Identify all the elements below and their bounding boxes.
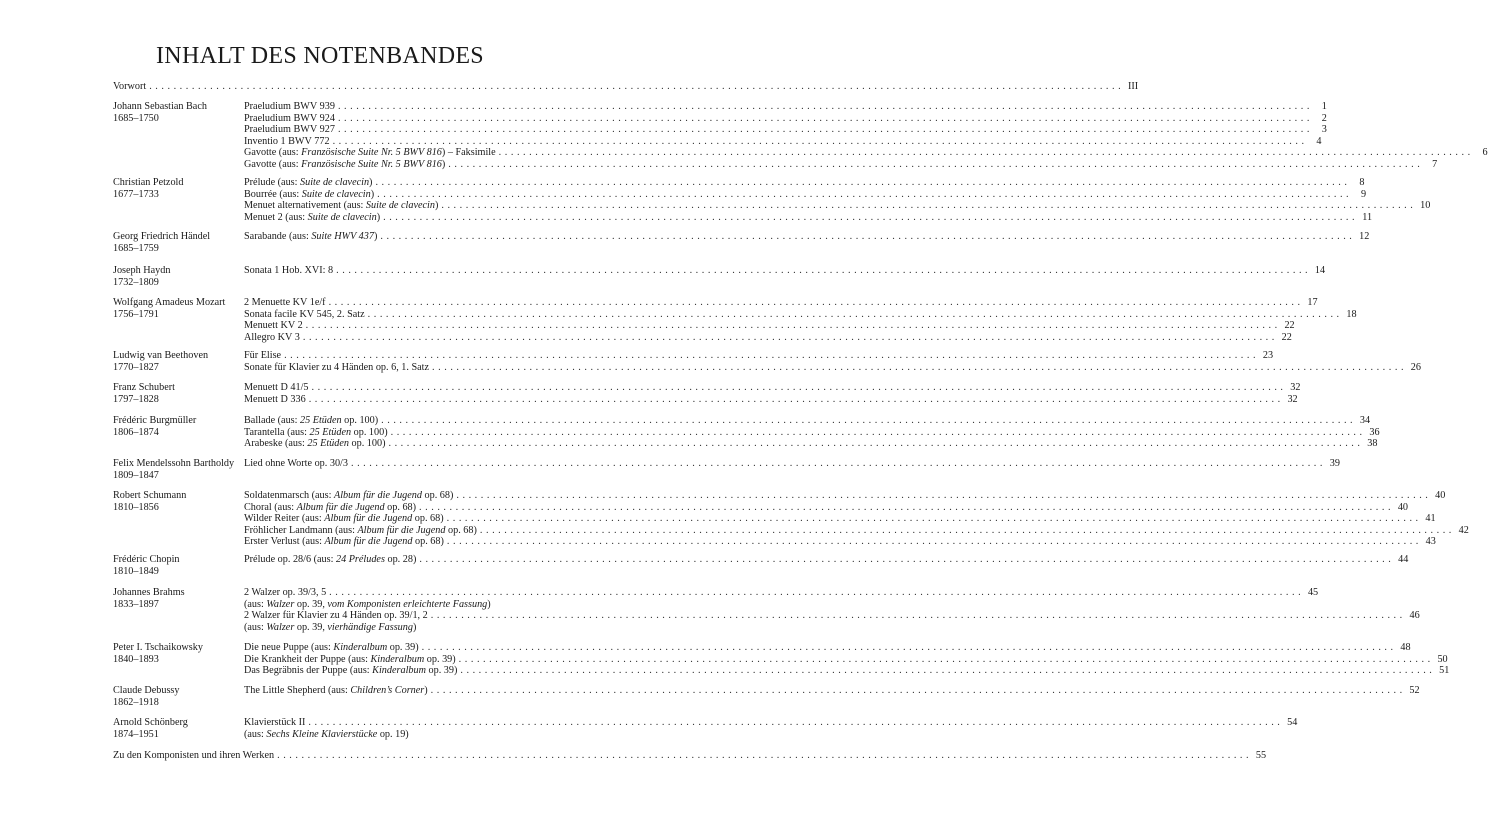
dot-leader: . . . . . . . . . . . . . . . . . . . . . . . . . . . . . . . . . . . . . . . . . . . . . . . . . . . . . . . . . . . . . . . . . . . . . . . . . . . . . . . . . . . . . . . . . . . . . . . . . . . . . . . . . . . . . . . . . . . . . . . . . . . . . . . . . . . . . . . . . . . . . . . . . . . . . . . . . . . . . . . . <box>329 587 1302 598</box>
composer-years: 1874–1951 <box>113 729 159 740</box>
toc-entry <box>244 231 1370 243</box>
entry-title <box>244 297 326 309</box>
entry-text: ) <box>373 231 378 242</box>
composer-name: Georg Friedrich Händel <box>113 231 211 242</box>
composer <box>113 685 241 709</box>
entry-text-italic: 25 Etüden <box>307 438 349 450</box>
entry-text: op. 68) <box>412 536 444 548</box>
toc-entry <box>244 135 1322 148</box>
entry-title <box>244 147 496 159</box>
composer-name: Ludwig van Beethoven <box>113 350 209 361</box>
dot-leader: . . . . . . . . . . . . . . . . . . . . . . . . . . . . . . . . . . . . . . . . . . . . . . . . . . . . . . . . . . . . . . . . . . . . . . . . . . . . . . . . . . . . . . . . . . . . . . . . . . . . . . . . . . . . . . . . . . . . . . . . . . . . . . . . . . . . . . . . . . . . . . . . . . . . . . . . . . . . . . . . <box>430 610 1403 622</box>
composer-name: Felix Mendelssohn Bartholdy <box>113 458 235 469</box>
composer <box>113 642 241 666</box>
composer-years: 1810–1856 <box>113 502 159 513</box>
entry-title <box>244 587 326 599</box>
entry-text-italic: vom Komponisten erleichterte Fassung <box>327 598 488 610</box>
page-number: 41 <box>1425 513 1436 525</box>
composer-name: Franz Schubert <box>113 382 175 393</box>
toc-entry <box>244 124 1327 136</box>
entry-title <box>244 332 300 344</box>
page-number: 22 <box>1284 320 1295 332</box>
dot-leader: . . . . . . . . . . . . . . . . . . . . . . . . . . . . . . . . . . . . . . . . . . . . . . . . . . . . . . . . . . . . . . . . . . . . . . . . . . . . . . . . . . . . . . . . . . . . . . . . . . . . . . . . . . . . . . . . . . . . . . . . . . . . . . . . . . . . . . . . . . . . . . . . . . . . . . . . . . . . . . . . <box>367 308 1340 320</box>
composer-name: Christian Petzold <box>113 177 184 188</box>
composer-name: Johann Sebastian Bach <box>113 101 207 112</box>
entry-title <box>244 159 445 171</box>
dot-leader: . . . . . . . . . . . . . . . . . . . . . . . . . . . . . . . . . . . . . . . . . . . . . . . . . . . . . . . . . . . . . . . . . . . . . . . . . . . . . . . . . . . . . . . . . . . . . . . . . . . . . . . . . . . . . . . . . . . . . . . . . . . . . . . . . . . . . . . . . . . . . . . . . . . . . . . . . . . . . . . . <box>375 177 1348 188</box>
entry-title <box>244 231 377 243</box>
entry-text-italic: Sechs Kleine Klavierstücke <box>266 728 378 740</box>
entry-text-italic: Suite de clavecin <box>300 177 370 188</box>
entry-text-italic: Album für die Jugend <box>357 524 446 536</box>
toc-entry <box>244 382 1301 394</box>
page-number: 3 <box>1321 124 1327 136</box>
entry-subline <box>244 622 534 634</box>
dot-leader: . . . . . . . . . . . . . . . . . . . . . . . . . . . . . . . . . . . . . . . . . . . . . . . . . . . . . . . . . . . . . . . . . . . . . . . . . . . . . . . . . . . . . . . . . . . . . . . . . . . . . . . . . . . . . . . . . . . . . . . . . . . . . . . . . . . . . . . . . . . . . . . . . . . . . . . . . . . . . . . . <box>308 717 1281 728</box>
page-number: 17 <box>1307 297 1318 308</box>
dot-leader: . . . . . . . . . . . . . . . . . . . . . . . . . . . . . . . . . . . . . . . . . . . . . . . . . . . . . . . . . . . . . . . . . . . . . . . . . . . . . . . . . . . . . . . . . . . . . . . . . . . . . . . . . . . . . . . . . . . . . . . . . . . . . . . . . . . . . . . . . . . . . . . . . . . . . . . . . . . . . . . . <box>305 320 1278 332</box>
entry-title <box>244 212 380 224</box>
composer-years: 1810–1849 <box>113 566 159 577</box>
toc-entry <box>244 642 1411 654</box>
page-number: 36 <box>1369 426 1380 438</box>
entry-text-italic: Album für die Jugend <box>324 536 413 548</box>
composer-years: 1806–1874 <box>113 427 159 438</box>
entry-text: ) <box>424 685 428 696</box>
dot-leader: . . . . . . . . . . . . . . . . . . . . . . . . . . . . . . . . . . . . . . . . . . . . . . . . . . . . . . . . . . . . . . . . . . . . . . . . . . . . . . . . . . . . . . . . . . . . . . . . . . . . . . . . . . . . . . . . . . . . . . . . . . . . . . . . . . . . . . . . . . . . . . . . . . . . . . . . . . . . . . . . <box>479 524 1452 536</box>
dot-leader: . . . . . . . . . . . . . . . . . . . . . . . . . . . . . . . . . . . . . . . . . . . . . . . . . . . . . . . . . . . . . . . . . . . . . . . . . . . . . . . . . . . . . . . . . . . . . . . . . . . . . . . . . . . . . . . . . . . . . . . . . . . . . . . . . . . . . . . . . . . . . . . . . . . . . . . . . . . . . . . . <box>350 458 1323 469</box>
page-number: 2 <box>1321 112 1327 124</box>
entry-text: Wilder Reiter (aus: <box>244 513 325 525</box>
dot-leader: . . . . . . . . . . . . . . . . . . . . . . . . . . . . . . . . . . . . . . . . . . . . . . . . . . . . . . . . . . . . . . . . . . . . . . . . . . . . . . . . . . . . . . . . . . . . . . . . . . . . . . . . . . . . . . . . . . . . . . . . . . . . . . . . . . . . . . . . . . . . . . . . . . . . . . . . . . . . . . . . <box>337 112 1310 124</box>
entry-text: 2 Walzer für Klavier zu 4 Händen op. 39/1, 2 <box>244 610 428 622</box>
toc-entry <box>244 415 1371 427</box>
entry-text: op. 39) <box>387 642 419 653</box>
composer-years: 1756–1791 <box>113 309 159 320</box>
entry-text-italic: 24 Préludes <box>335 554 385 565</box>
entry-title <box>244 350 281 362</box>
entry-text: op. 39, <box>294 598 328 610</box>
composer-name: Claude Debussy <box>113 685 180 696</box>
entry-title <box>244 427 388 439</box>
entry-text: Die Krankheit der Puppe (aus: <box>244 653 371 665</box>
toc-entry <box>244 265 1326 277</box>
entry-title <box>244 101 335 113</box>
entry-text-italic: Französische Suite Nr. 5 BWV 816 <box>301 159 442 170</box>
composer-years: 1833–1897 <box>113 599 159 610</box>
entry-text: op. 39) <box>424 653 456 665</box>
toc-entry <box>244 490 1446 502</box>
composer-name: Robert Schumann <box>113 490 187 501</box>
dot-leader: . . . . . . . . . . . . . . . . . . . . . . . . . . . . . . . . . . . . . . . . . . . . . . . . . . . . . . . . . . . . . . . . . . . . . . . . . . . . . . . . . . . . . . . . . . . . . . . . . . . . . . . . . . . . . . . . . . . . . . . . . . . . . . . . . . . . . . . . . . . . . . . . . . . . . . . . . . . . . . . . <box>390 426 1363 438</box>
entry-title <box>244 490 453 502</box>
dot-leader: . . . . . . . . . . . . . . . . . . . . . . . . . . . . . . . . . . . . . . . . . . . . . . . . . . . . . . . . . . . . . . . . . . . . . . . . . . . . . . . . . . . . . . . . . . . . . . . . . . . . . . . . . . . . . . . . . . . . . . . . . . . . . . . . . . . . . . . . . . . . . . . . . . . . . . . . . . . . . . . . <box>336 265 1309 276</box>
toc-entry <box>244 587 1319 599</box>
entry-text: Menuett D 336 <box>244 393 306 405</box>
entry-text: Praeludium BWV 939 <box>244 101 335 112</box>
entry-text: Arabeske (aus: <box>244 438 308 450</box>
dot-leader: . . . . . . . . . . . . . . . . . . . . . . . . . . . . . . . . . . . . . . . . . . . . . . . . . . . . . . . . . . . . . . . . . . . . . . . . . . . . . . . . . . . . . . . . . . . . . . . . . . . . . . . . . . . . . . . . . . . . . . . . . . . . . . . . . . . . . . . . . . . . . . . . . . . . . . . . . . . . . . . . <box>498 147 1471 159</box>
entry-title <box>244 513 444 525</box>
page-number: 55 <box>1255 750 1267 761</box>
page-number: 8 <box>1359 177 1365 188</box>
entry-text: (aus: <box>244 728 267 740</box>
composer <box>113 490 241 514</box>
entry-text: op. 68) <box>384 501 417 513</box>
entry-text: Sonata 1 Hob. XVI: 8 <box>244 265 334 276</box>
entry-title <box>244 309 365 321</box>
entry-text: op. 100) <box>351 426 388 438</box>
entry-title <box>244 177 372 189</box>
dot-leader: . . . . . . . . . . . . . . . . . . . . . . . . . . . . . . . . . . . . . . . . . . . . . . . . . . . . . . . . . . . . . . . . . . . . . . . . . . . . . . . . . . . . . . . . . . . . . . . . . . . . . . . . . . . . . . . . . . . . . . . . . . . . . . . . . . . . . . . . . . . . . . . . . . . . . . . . . . . . . . . . <box>337 124 1310 136</box>
toc-entry <box>244 393 1298 406</box>
vorwort-label: Vorwort <box>113 81 147 92</box>
dot-leader: . . . . . . . . . . . . . . . . . . . . . . . . . . . . . . . . . . . . . . . . . . . . . . . . . . . . . . . . . . . . . . . . . . . . . . . . . . . . . . . . . . . . . . . . . . . . . . . . . . . . . . . . . . . . . . . . . . . . . . . . . . . . . . . . . . . . . . . . . . . . . . . . . . . . . . . . . . . . . . . . <box>311 382 1284 393</box>
page-number: III <box>1127 81 1139 92</box>
page-number: 43 <box>1425 536 1436 548</box>
composer-years: 1677–1733 <box>113 189 159 200</box>
entry-title <box>244 458 348 470</box>
page-number: 52 <box>1409 685 1420 696</box>
dot-leader: . . . . . . . . . . . . . . . . . . . . . . . . . . . . . . . . . . . . . . . . . . . . . . . . . . . . . . . . . . . . . . . . . . . . . . . . . . . . . . . . . . . . . . . . . . . . . . . . . . . . . . . . . . . . . . . . . . . . . . . . . . . . . . . . . . . . . . . . . . . . . . . . . . . . . . . . . . . . . . . . <box>380 231 1353 242</box>
dot-leader: . . . . . . . . . . . . . . . . . . . . . . . . . . . . . . . . . . . . . . . . . . . . . . . . . . . . . . . . . . . . . . . . . . . . . . . . . . . . . . . . . . . . . . . . . . . . . . . . . . . . . . . . . . . . . . . . . . . . . . . . . . . . . . . . . . . . . . . . . . . . . . . . . . . . . . . . . . . . . . . . <box>302 331 1275 343</box>
entry-text: Soldatenmarsch (aus: <box>244 490 334 501</box>
entry-text: ) <box>369 177 373 188</box>
entry-title <box>244 189 374 201</box>
composer-name: Peter I. Tschaikowsky <box>113 642 203 653</box>
entry-title <box>244 685 428 697</box>
page-number: 10 <box>1420 200 1431 212</box>
dot-leader: . . . . . . . . . . . . . . . . . . . . . . . . . . . . . . . . . . . . . . . . . . . . . . . . . . . . . . . . . . . . . . . . . . . . . . . . . . . . . . . . . . . . . . . . . . . . . . . . . . . . . . . . . . . . . . . . . . . . . . . . . . . . . . . . . . . . . . . . . . . . . . . . . . . . . . . . . . . . . . . . <box>308 393 1281 405</box>
entry-text: 2 Walzer op. 39/3, 5 <box>244 587 327 598</box>
entry-text: Gavotte (aus: <box>244 159 302 170</box>
page-number: 34 <box>1359 415 1371 426</box>
entry-title <box>244 554 416 566</box>
page-number: 1 <box>1321 101 1327 112</box>
page-number: 14 <box>1314 265 1326 276</box>
page-number: 44 <box>1398 554 1409 565</box>
entry-text: Menuett KV 2 <box>244 320 303 332</box>
entry-text: Für Elise <box>244 350 282 361</box>
page-number: 39 <box>1329 458 1340 469</box>
entry-text: Sonata facile KV 545, 2. Satz <box>244 308 365 320</box>
toc-entry <box>244 159 1438 171</box>
toc-entry <box>244 665 1450 677</box>
entry-title <box>244 525 477 537</box>
dot-leader: . . . . . . . . . . . . . . . . . . . . . . . . . . . . . . . . . . . . . . . . . . . . . . . . . . . . . . . . . . . . . . . . . . . . . . . . . . . . . . . . . . . . . . . . . . . . . . . . . . . . . . . . . . . . . . . . . . . . . . . . . . . . . . . . . . . . . . . . . . . . . . . . . . . . . . . . . . . . . . . . <box>328 297 1301 308</box>
composer <box>113 350 241 374</box>
dot-leader: . . . . . . . . . . . . . . . . . . . . . . . . . . . . . . . . . . . . . . . . . . . . . . . . . . . . . . . . . . . . . . . . . . . . . . . . . . . . . . . . . . . . . . . . . . . . . . . . . . . . . . . . . . . . . . . . . . . . . . . . . . . . . . . . . . . . . . . . . . . . . . . . . . . . . . . . . . . . . . . . <box>277 750 1250 761</box>
entry-text: op. 100) <box>348 438 386 450</box>
entry-text: op. 68) <box>412 513 444 525</box>
entry-text: Gavotte (aus: <box>244 147 302 159</box>
entry-title <box>244 415 378 427</box>
page-number: 26 <box>1410 361 1421 373</box>
entry-text: Menuet 2 (aus: <box>244 211 308 223</box>
entry-text-italic: Französische Suite Nr. 5 BWV 816 <box>301 147 442 159</box>
toc-entry <box>244 331 1292 344</box>
toc-entry <box>244 536 1436 548</box>
entry-text: Inventio 1 BWV 772 <box>244 135 330 147</box>
entry-text-italic: Album für die Jugend <box>333 490 422 501</box>
entry-text: ) <box>434 200 439 212</box>
entry-text-italic: Suite HWV 437 <box>311 231 374 242</box>
entry-title <box>244 136 330 148</box>
toc-entry <box>244 112 1327 125</box>
composer-name: Joseph Haydn <box>113 265 171 276</box>
page-number: 48 <box>1400 642 1411 653</box>
entry-subline <box>244 599 534 611</box>
composer-years: 1809–1847 <box>113 470 159 481</box>
entry-title <box>244 320 303 332</box>
dot-leader: . . . . . . . . . . . . . . . . . . . . . . . . . . . . . . . . . . . . . . . . . . . . . . . . . . . . . . . . . . . . . . . . . . . . . . . . . . . . . . . . . . . . . . . . . . . . . . . . . . . . . . . . . . . . . . . . . . . . . . . . . . . . . . . . . . . . . . . . . . . . . . . . . . . . . . . . . . . . . . . . <box>388 438 1361 450</box>
toc-entry <box>244 717 1298 729</box>
composer <box>113 382 241 406</box>
entry-text-italic: Children’s Corner <box>350 685 425 696</box>
entry-text: Ballade (aus: <box>244 415 301 426</box>
dot-leader: . . . . . . . . . . . . . . . . . . . . . . . . . . . . . . . . . . . . . . . . . . . . . . . . . . . . . . . . . . . . . . . . . . . . . . . . . . . . . . . . . . . . . . . . . . . . . . . . . . . . . . . . . . . . . . . . . . . . . . . . . . . . . . . . . . . . . . . . . . . . . . . . . . . . . . . . . . . . . . . . <box>448 159 1421 170</box>
entry-text: op. 68) <box>445 524 477 536</box>
toc-entry <box>244 501 1408 514</box>
entry-text: Prélude op. 28/6 (aus: <box>244 554 336 565</box>
entry-text: 2 Menuette KV 1e/f <box>244 297 326 308</box>
entry-title <box>244 642 419 654</box>
page-number: 32 <box>1290 382 1301 393</box>
entry-text-italic: Suite de clavecin <box>301 188 371 200</box>
page-number: 9 <box>1361 188 1367 200</box>
page-number: 12 <box>1359 231 1370 242</box>
toc-entry <box>244 513 1436 525</box>
composer-years: 1862–1918 <box>113 697 159 708</box>
entry-text: Menuett D 41/5 <box>244 382 309 393</box>
dot-leader: . . . . . . . . . . . . . . . . . . . . . . . . . . . . . . . . . . . . . . . . . . . . . . . . . . . . . . . . . . . . . . . . . . . . . . . . . . . . . . . . . . . . . . . . . . . . . . . . . . . . . . . . . . . . . . . . . . . . . . . . . . . . . . . . . . . . . . . . . . . . . . . . . . . . . . . . . . . . . . . . <box>383 211 1356 223</box>
page-number: 50 <box>1437 653 1448 665</box>
entry-text: Tarantella (aus: <box>244 426 310 438</box>
entry-text: Sonate für Klavier zu 4 Händen op. 6, 1. Satz <box>244 361 430 373</box>
toc-entry <box>244 554 1409 566</box>
toc-entry <box>244 101 1327 113</box>
composer <box>113 587 241 611</box>
page-number: 40 <box>1397 501 1408 513</box>
composer-years: 1840–1893 <box>113 654 159 665</box>
entry-text: Sarabande (aus: <box>244 231 312 242</box>
page-number: 54 <box>1287 717 1298 728</box>
composer <box>113 717 241 741</box>
entry-text: op. 19) <box>377 728 409 740</box>
dot-leader: . . . . . . . . . . . . . . . . . . . . . . . . . . . . . . . . . . . . . . . . . . . . . . . . . . . . . . . . . . . . . . . . . . . . . . . . . . . . . . . . . . . . . . . . . . . . . . . . . . . . . . . . . . . . . . . . . . . . . . . . . . . . . . . . . . . . . . . . . . . . . . . . . . . . . . . . . . . . . . . . <box>381 415 1354 426</box>
page-number: 6 <box>1482 147 1488 159</box>
entry-text: ) <box>412 621 417 633</box>
entry-text-italic: Suite de clavecin <box>307 211 377 223</box>
entry-title <box>244 113 335 125</box>
entry-text: ) <box>376 211 381 223</box>
dot-leader: . . . . . . . . . . . . . . . . . . . . . . . . . . . . . . . . . . . . . . . . . . . . . . . . . . . . . . . . . . . . . . . . . . . . . . . . . . . . . . . . . . . . . . . . . . . . . . . . . . . . . . . . . . . . . . . . . . . . . . . . . . . . . . . . . . . . . . . . . . . . . . . . . . . . . . . . . . . . . . . . <box>377 188 1350 200</box>
dot-leader: . . . . . . . . . . . . . . . . . . . . . . . . . . . . . . . . . . . . . . . . . . . . . . . . . . . . . . . . . . . . . . . . . . . . . . . . . . . . . . . . . . . . . . . . . . . . . . . . . . . . . . . . . . . . . . . . . . . . . . . . . . . . . . . . . . . . . . . . . . . . . . . . . . . . . . . . . . . . . . . . <box>460 665 1433 677</box>
dot-leader: . . . . . . . . . . . . . . . . . . . . . . . . . . . . . . . . . . . . . . . . . . . . . . . . . . . . . . . . . . . . . . . . . . . . . . . . . . . . . . . . . . . . . . . . . . . . . . . . . . . . . . . . . . . . . . . . . . . . . . . . . . . . . . . . . . . . . . . . . . . . . . . . . . . . . . . . . . . . . . . . <box>446 536 1419 548</box>
composer <box>113 415 241 439</box>
entry-text: Bourrée (aus: <box>244 188 302 200</box>
toc-entry <box>244 177 1365 189</box>
composer-name: Wolfgang Amadeus Mozart <box>113 297 226 308</box>
footer-row <box>113 750 1267 762</box>
entry-text-italic: Kinderalbum <box>333 642 388 653</box>
entry-text-italic: vierhändige Fassung <box>327 621 413 633</box>
entry-title <box>244 382 309 394</box>
footer-label: Zu den Komponisten und ihren Werken <box>113 750 275 761</box>
entry-title <box>244 362 429 374</box>
entry-text: Choral (aus: <box>244 501 297 513</box>
dot-leader: . . . . . . . . . . . . . . . . . . . . . . . . . . . . . . . . . . . . . . . . . . . . . . . . . . . . . . . . . . . . . . . . . . . . . . . . . . . . . . . . . . . . . . . . . . . . . . . . . . . . . . . . . . . . . . . . . . . . . . . . . . . . . . . . . . . . . . . . . . . . . . . . . . . . . . . . . . . . . . . . <box>419 501 1391 513</box>
toc-entry <box>244 685 1420 697</box>
entry-text: The Little Shepherd (aus: <box>244 685 351 696</box>
entry-text: ) – Faksimile <box>441 147 496 159</box>
toc-entry <box>244 308 1357 321</box>
dot-leader: . . . . . . . . . . . . . . . . . . . . . . . . . . . . . . . . . . . . . . . . . . . . . . . . . . . . . . . . . . . . . . . . . . . . . . . . . . . . . . . . . . . . . . . . . . . . . . . . . . . . . . . . . . . . . . . . . . . . . . . . . . . . . . . . . . . . . . . . . . . . . . . . . . . . . . . . . . . . . . . . <box>446 513 1419 525</box>
entry-text: op. 28) <box>384 554 417 565</box>
dot-leader: . . . . . . . . . . . . . . . . . . . . . . . . . . . . . . . . . . . . . . . . . . . . . . . . . . . . . . . . . . . . . . . . . . . . . . . . . . . . . . . . . . . . . . . . . . . . . . . . . . . . . . . . . . . . . . . . . . . . . . . . . . . . . . . . . . . . . . . . . . . . . . . . . . . . . . . . . . . . . . . . <box>421 642 1394 653</box>
composer <box>113 101 241 125</box>
entry-title <box>244 654 456 666</box>
dot-leader: . . . . . . . . . . . . . . . . . . . . . . . . . . . . . . . . . . . . . . . . . . . . . . . . . . . . . . . . . . . . . . . . . . . . . . . . . . . . . . . . . . . . . . . . . . . . . . . . . . . . . . . . . . . . . . . . . . . . . . . . . . . . . . . . . . . . . . . . . . . . . . . . . . . . . . . . . . . . . . . . <box>432 361 1404 373</box>
entry-text-italic: Kinderalbum <box>370 653 425 665</box>
page-number: 4 <box>1316 135 1322 147</box>
page-number: 38 <box>1367 438 1378 450</box>
entry-text: ) <box>370 188 375 200</box>
dot-leader: . . . . . . . . . . . . . . . . . . . . . . . . . . . . . . . . . . . . . . . . . . . . . . . . . . . . . . . . . . . . . . . . . . . . . . . . . . . . . . . . . . . . . . . . . . . . . . . . . . . . . . . . . . . . . . . . . . . . . . . . . . . . . . . . . . . . . . . . . . . . . . . . . . . . . . . . . . . . . . . . <box>419 554 1392 565</box>
dot-leader: . . . . . . . . . . . . . . . . . . . . . . . . . . . . . . . . . . . . . . . . . . . . . . . . . . . . . . . . . . . . . . . . . . . . . . . . . . . . . . . . . . . . . . . . . . . . . . . . . . . . . . . . . . . . . . . . . . . . . . . . . . . . . . . . . . . . . . . . . . . . . . . . . . . . . . . . . . . . . . . . <box>458 653 1431 665</box>
composer <box>113 554 241 578</box>
entry-text: ) <box>441 159 446 170</box>
entry-title <box>244 665 457 677</box>
composer <box>113 265 241 289</box>
page-title: INHALT DES NOTENBANDES <box>156 43 484 69</box>
composer-name: Frédéric Chopin <box>113 554 180 565</box>
composer <box>113 231 241 255</box>
toc-entry <box>244 320 1295 332</box>
composer <box>113 177 241 201</box>
entry-text: (aus: <box>244 598 267 610</box>
toc-entry <box>244 426 1380 439</box>
page-number: 42 <box>1458 524 1469 536</box>
entry-title <box>244 124 335 136</box>
composer-years: 1732–1809 <box>113 277 159 288</box>
page-number: 46 <box>1409 610 1420 622</box>
entry-title <box>244 265 333 277</box>
composer-years: 1685–1759 <box>113 243 159 254</box>
entry-text: Prélude (aus: <box>244 177 301 188</box>
entry-text-italic: Album für die Jugend <box>324 513 413 525</box>
page-number: 45 <box>1307 587 1319 598</box>
entry-text: Menuet alternativement (aus: <box>244 200 366 212</box>
toc-entry <box>244 297 1318 309</box>
page-number: 11 <box>1362 211 1373 223</box>
toc-entry <box>244 211 1373 224</box>
composer <box>113 297 241 321</box>
composer-name: Johannes Brahms <box>113 587 185 598</box>
composer-years: 1770–1827 <box>113 362 159 373</box>
entry-text: Lied ohne Worte op. 30/3 <box>244 458 348 469</box>
composer-name: Frédéric Burgmüller <box>113 415 197 426</box>
composer-name: Arnold Schönberg <box>113 717 188 728</box>
entry-text-italic: Suite de clavecin <box>365 200 435 212</box>
toc-entry <box>244 200 1431 212</box>
entry-title <box>244 502 416 514</box>
page-number: 22 <box>1281 331 1292 343</box>
entry-text-italic: Walzer <box>266 621 295 633</box>
dot-leader: . . . . . . . . . . . . . . . . . . . . . . . . . . . . . . . . . . . . . . . . . . . . . . . . . . . . . . . . . . . . . . . . . . . . . . . . . . . . . . . . . . . . . . . . . . . . . . . . . . . . . . . . . . . . . . . . . . . . . . . . . . . . . . . . . . . . . . . . . . . . . . . . . . . . . . . . . . . . . . . . <box>441 200 1414 212</box>
entry-text: op. 39) <box>425 665 458 677</box>
entry-title <box>244 394 306 406</box>
dot-leader: . . . . . . . . . . . . . . . . . . . . . . . . . . . . . . . . . . . . . . . . . . . . . . . . . . . . . . . . . . . . . . . . . . . . . . . . . . . . . . . . . . . . . . . . . . . . . . . . . . . . . . . . . . . . . . . . . . . . . . . . . . . . . . . . . . . . . . . . . . . . . . . . . . . . . . . . . . . . . . . . <box>332 135 1305 147</box>
dot-leader: . . . . . . . . . . . . . . . . . . . . . . . . . . . . . . . . . . . . . . . . . . . . . . . . . . . . . . . . . . . . . . . . . . . . . . . . . . . . . . . . . . . . . . . . . . . . . . . . . . . . . . . . . . . . . . . . . . . . . . . . . . . . . . . . . . . . . . . . . . . . . . . . . . . . . . . . . . . . . . . . <box>149 81 1122 92</box>
entry-text: Erster Verlust (aus: <box>244 536 325 548</box>
toc-entry <box>244 458 1340 470</box>
page-number: 23 <box>1262 350 1274 361</box>
entry-text: Praeludium BWV 927 <box>244 124 335 136</box>
composer-years: 1685–1750 <box>113 113 159 124</box>
entry-text: op. 100) <box>341 415 379 426</box>
page-number: 32 <box>1287 393 1298 405</box>
toc-entry <box>244 438 1378 450</box>
composer-years: 1797–1828 <box>113 394 159 405</box>
page-number: 40 <box>1435 490 1446 501</box>
toc-entry <box>244 361 1421 374</box>
vorwort-row <box>113 81 1139 93</box>
page-number: 7 <box>1432 159 1438 170</box>
entry-title <box>244 610 428 622</box>
entry-text: Die neue Puppe (aus: <box>244 642 334 653</box>
toc-entry <box>244 524 1469 537</box>
toc-entry <box>244 350 1274 362</box>
entry-title <box>244 717 305 729</box>
entry-text-italic: Walzer <box>266 598 295 610</box>
toc-entry <box>244 610 1420 622</box>
toc-entry <box>244 147 1488 159</box>
entry-text: Das Begräbnis der Puppe (aus: <box>244 665 373 677</box>
page-number: 51 <box>1439 665 1450 677</box>
toc-entry <box>244 653 1448 666</box>
entry-text-italic: 25 Etüden <box>309 426 352 438</box>
entry-title <box>244 438 385 450</box>
entry-text: Allegro KV 3 <box>244 331 300 343</box>
entry-title <box>244 536 444 548</box>
entry-text: Fröhlicher Landmann (aus: <box>244 524 358 536</box>
dot-leader: . . . . . . . . . . . . . . . . . . . . . . . . . . . . . . . . . . . . . . . . . . . . . . . . . . . . . . . . . . . . . . . . . . . . . . . . . . . . . . . . . . . . . . . . . . . . . . . . . . . . . . . . . . . . . . . . . . . . . . . . . . . . . . . . . . . . . . . . . . . . . . . . . . . . . . . . . . . . . . . . <box>430 685 1403 696</box>
entry-text: Praeludium BWV 924 <box>244 112 335 124</box>
entry-text: op. 68) <box>421 490 454 501</box>
dot-leader: . . . . . . . . . . . . . . . . . . . . . . . . . . . . . . . . . . . . . . . . . . . . . . . . . . . . . . . . . . . . . . . . . . . . . . . . . . . . . . . . . . . . . . . . . . . . . . . . . . . . . . . . . . . . . . . . . . . . . . . . . . . . . . . . . . . . . . . . . . . . . . . . . . . . . . . . . . . . . . . . <box>456 490 1429 501</box>
dot-leader: . . . . . . . . . . . . . . . . . . . . . . . . . . . . . . . . . . . . . . . . . . . . . . . . . . . . . . . . . . . . . . . . . . . . . . . . . . . . . . . . . . . . . . . . . . . . . . . . . . . . . . . . . . . . . . . . . . . . . . . . . . . . . . . . . . . . . . . . . . . . . . . . . . . . . . . . . . . . . . . . <box>284 350 1257 361</box>
page-number: 18 <box>1346 308 1357 320</box>
entry-text-italic: Kinderalbum <box>372 665 426 677</box>
entry-text: op. 39, <box>294 621 328 633</box>
composer <box>113 458 241 482</box>
entry-title <box>244 200 438 212</box>
entry-text: (aus: <box>244 621 267 633</box>
entry-subline <box>244 729 534 741</box>
entry-text-italic: Album für die Jugend <box>296 501 385 513</box>
entry-text-italic: 25 Etüden <box>300 415 342 426</box>
dot-leader: . . . . . . . . . . . . . . . . . . . . . . . . . . . . . . . . . . . . . . . . . . . . . . . . . . . . . . . . . . . . . . . . . . . . . . . . . . . . . . . . . . . . . . . . . . . . . . . . . . . . . . . . . . . . . . . . . . . . . . . . . . . . . . . . . . . . . . . . . . . . . . . . . . . . . . . . . . . . . . . . <box>337 101 1310 112</box>
toc-entry <box>244 188 1367 201</box>
entry-text: Klavierstück II <box>244 717 306 728</box>
entry-text: ) <box>487 598 491 610</box>
